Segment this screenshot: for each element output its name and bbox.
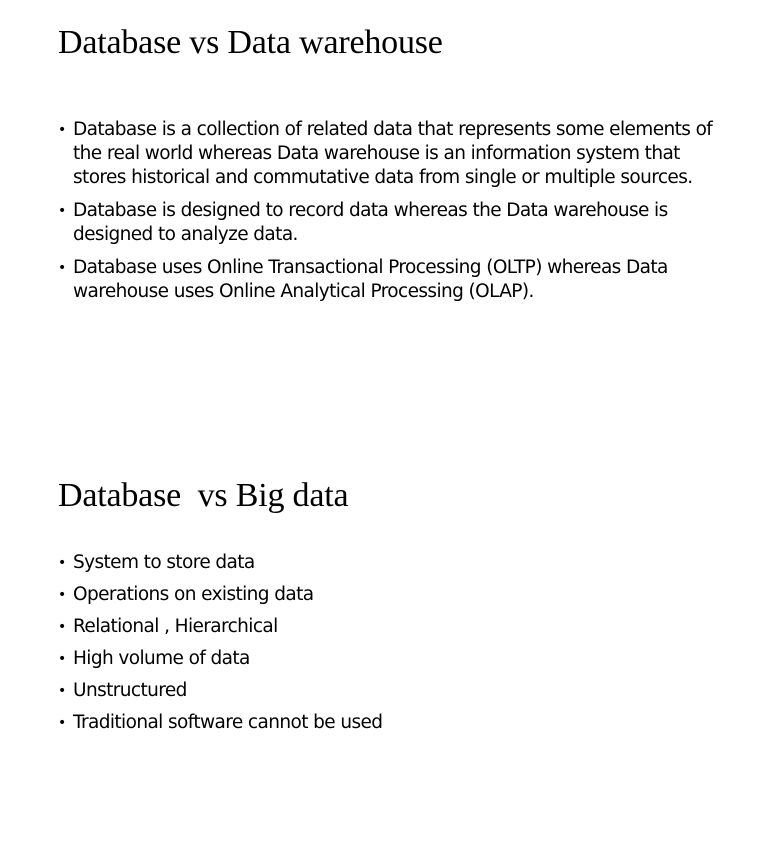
bullet-dot-icon: •	[58, 555, 66, 571]
bullet-text: Traditional software cannot be used	[73, 712, 383, 733]
bullet-text: High volume of data	[73, 648, 250, 669]
bullet-item	[58, 647, 718, 671]
bullet-dot-icon: •	[58, 587, 66, 603]
bullet-item	[58, 551, 718, 575]
bullet-list	[58, 118, 718, 313]
bullet-item	[58, 118, 718, 190]
slide-title: Database vs Big data	[58, 477, 349, 514]
bullet-item	[58, 199, 718, 247]
bullet-text: System to store data	[73, 552, 255, 573]
bullet-text: Unstructured	[73, 680, 187, 701]
bullet-list	[58, 551, 718, 743]
bullet-dot-icon: •	[58, 715, 66, 731]
bullet-text: Database uses Online Transactional Processing (OLTP) whereas Data warehouse uses Online Analytical Processing (OLAP).	[73, 257, 668, 302]
bullet-dot-icon: •	[58, 260, 66, 276]
slide-database-vs-big-data	[0, 455, 768, 866]
bullet-item	[58, 711, 718, 735]
bullet-item	[58, 583, 718, 607]
bullet-dot-icon: •	[58, 203, 66, 219]
bullet-text: Database is a collection of related data that represents some elements of the real world whereas Data warehouse is an information system that stores historical and commutative data from single or multiple sources.	[73, 119, 713, 188]
bullet-dot-icon: •	[58, 683, 66, 699]
bullet-item	[58, 679, 718, 703]
bullet-text: Database is designed to record data whereas the Data warehouse is designed to analyze data.	[73, 200, 668, 245]
bullet-text: Operations on existing data	[73, 584, 314, 605]
slide-title: Database vs Data warehouse	[58, 24, 443, 61]
bullet-dot-icon: •	[58, 651, 66, 667]
bullet-text: Relational , Hierarchical	[73, 616, 278, 637]
bullet-dot-icon: •	[58, 619, 66, 635]
slide-database-vs-data-warehouse	[0, 0, 768, 430]
bullet-dot-icon: •	[58, 122, 66, 138]
bullet-item	[58, 615, 718, 639]
bullet-item	[58, 256, 718, 304]
